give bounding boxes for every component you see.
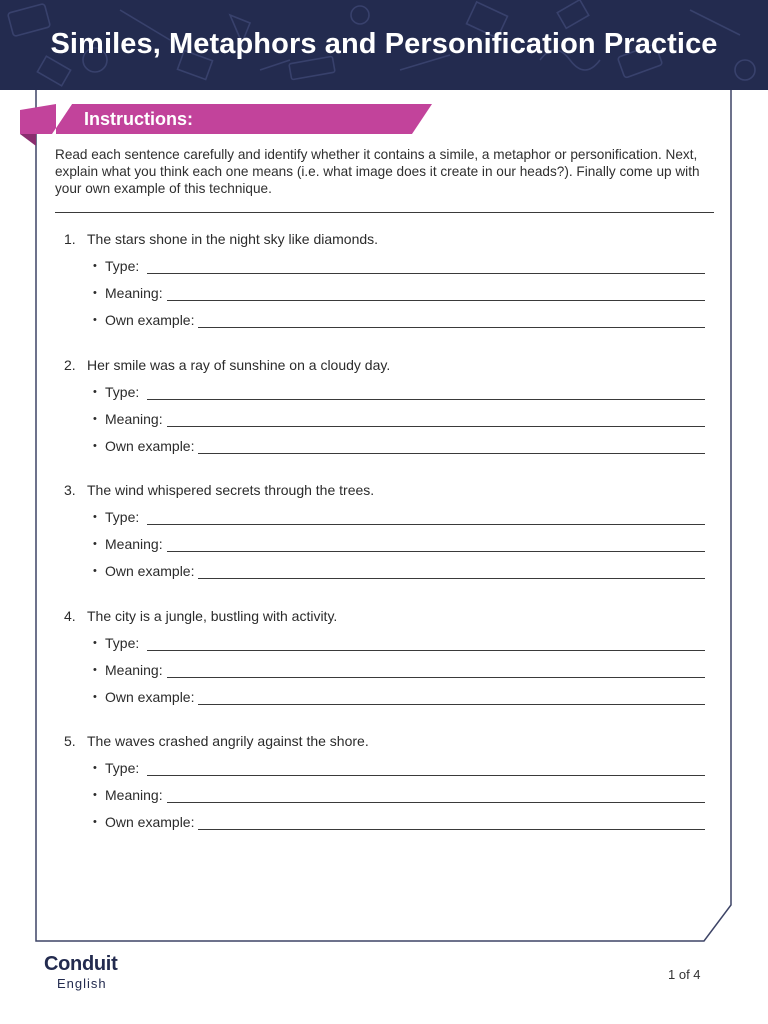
page-number: 1 of 4: [668, 967, 701, 982]
question-item: [55, 480, 715, 606]
question-sentence: Her smile was a ray of sunshine on a cloudy day.: [87, 356, 391, 373]
question-sentence: The wind whispered secrets through the trees.: [87, 482, 375, 498]
own-example-label: Own example:: [105, 437, 195, 454]
question-item: [55, 355, 715, 481]
bullet: •: [93, 412, 97, 425]
question-item: [55, 606, 715, 732]
bullet: •: [93, 538, 97, 550]
bullet: •: [93, 385, 97, 398]
own-example-field[interactable]: [93, 310, 705, 330]
bullet: •: [93, 314, 97, 326]
question-number: 1.: [64, 231, 76, 247]
instructions-body: Read each sentence carefully and identify whether it contains a simile, a metaphor or personification. Next, explain what you think each one means (i.e. what image does it create in our heads?). Finally come up with your own example of this technique.: [55, 147, 700, 196]
bullet: •: [93, 636, 97, 649]
type-field[interactable]: [93, 382, 705, 402]
bullet: •: [93, 663, 97, 676]
bullet: •: [93, 260, 97, 272]
bullet: •: [93, 690, 97, 703]
own-example-label: Own example:: [105, 312, 195, 328]
page-title: Similes, Metaphors and Personification Practice: [50, 28, 718, 60]
own-example-field[interactable]: [93, 687, 705, 707]
type-label: Type:: [105, 258, 140, 274]
question-number: 5.: [64, 733, 76, 749]
meaning-field[interactable]: [93, 785, 705, 805]
question-sentence: The waves crashed angrily against the shore.: [87, 733, 369, 749]
instructions-heading: Instructions:: [84, 109, 194, 129]
bullet: •: [93, 565, 97, 577]
type-field[interactable]: [93, 758, 705, 778]
question-number: 2.: [64, 356, 76, 373]
own-example-label: Own example:: [105, 688, 195, 705]
answer-line[interactable]: [147, 775, 705, 776]
own-example-field[interactable]: [93, 436, 705, 456]
question-sentence: The stars shone in the night sky like diamonds.: [87, 231, 379, 247]
own-example-field[interactable]: [93, 812, 705, 832]
meaning-field[interactable]: [93, 409, 705, 429]
type-field[interactable]: [93, 507, 705, 527]
type-label: Type:: [105, 760, 140, 776]
bullet: •: [93, 511, 97, 523]
answer-line[interactable]: [198, 327, 705, 328]
conduit-logo-subtitle: English: [57, 976, 107, 991]
question-item: [55, 229, 715, 355]
own-example-label: Own example:: [105, 814, 195, 830]
answer-line[interactable]: [198, 453, 705, 454]
bullet: •: [93, 789, 97, 801]
meaning-label: Meaning:: [105, 661, 163, 678]
type-label: Type:: [105, 383, 140, 400]
answer-line[interactable]: [147, 524, 705, 525]
meaning-label: Meaning:: [105, 536, 163, 552]
answer-line[interactable]: [167, 426, 705, 427]
bullet: •: [93, 439, 97, 452]
answer-line[interactable]: [147, 399, 705, 400]
question-sentence: The city is a jungle, bustling with activity.: [87, 607, 338, 624]
question-list: [55, 229, 715, 857]
question-number: 3.: [64, 482, 76, 498]
own-example-field[interactable]: [93, 561, 705, 581]
answer-line[interactable]: [147, 650, 705, 651]
conduit-logo: Conduit: [44, 953, 118, 975]
bullet: •: [93, 287, 97, 299]
type-label: Type:: [105, 634, 140, 651]
meaning-field[interactable]: [93, 660, 705, 680]
answer-line[interactable]: [198, 578, 705, 579]
meaning-label: Meaning:: [105, 410, 163, 427]
own-example-label: Own example:: [105, 563, 195, 579]
answer-line[interactable]: [167, 551, 705, 552]
meaning-label: Meaning:: [105, 285, 163, 301]
question-number: 4.: [64, 607, 76, 624]
answer-line[interactable]: [167, 802, 705, 803]
meaning-field[interactable]: [93, 283, 705, 303]
answer-line[interactable]: [167, 300, 705, 301]
type-field[interactable]: [93, 633, 705, 653]
type-field[interactable]: [93, 256, 705, 276]
meaning-field[interactable]: [93, 534, 705, 554]
divider: [55, 212, 714, 213]
answer-line[interactable]: [147, 273, 705, 274]
answer-line[interactable]: [198, 704, 705, 705]
question-item: [55, 731, 715, 857]
instructions-ribbon: [20, 104, 435, 146]
bullet: •: [93, 816, 97, 828]
bullet: •: [93, 762, 97, 774]
answer-line[interactable]: [167, 677, 705, 678]
type-label: Type:: [105, 509, 140, 525]
answer-line[interactable]: [198, 829, 705, 830]
meaning-label: Meaning:: [105, 787, 163, 803]
